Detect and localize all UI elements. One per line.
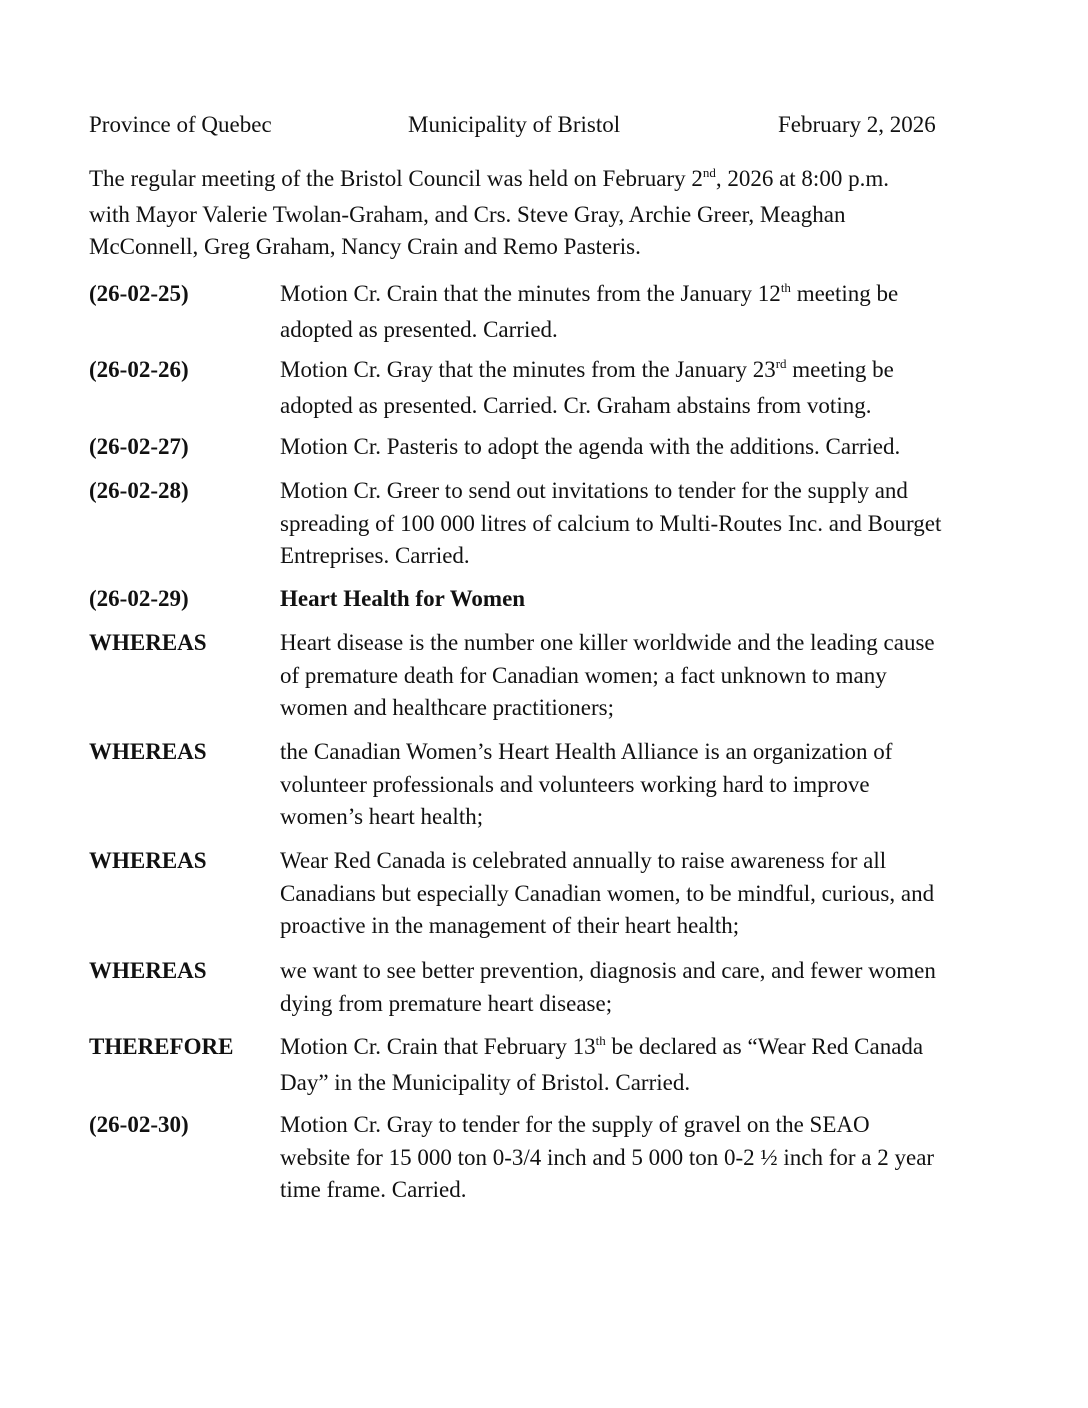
text-run: Motion Cr. Crain that the minutes from the January 12 <box>280 281 781 306</box>
resolution-number: (26-02-30) <box>89 1112 189 1137</box>
text-line: women’s heart health; <box>280 804 484 829</box>
text-line: proactive in the management of their heart health; <box>280 913 740 938</box>
ordinal-suffix: rd <box>775 356 787 371</box>
text-line: Wear Red Canada is celebrated annually to raise awareness for all <box>280 848 887 873</box>
text-line: the Canadian Women’s Heart Health Alliance is an organization of <box>280 739 893 764</box>
text-line: Day” in the Municipality of Bristol. Carried. <box>280 1069 691 1095</box>
clause-text <box>280 845 1020 943</box>
text-line <box>280 278 1020 314</box>
text-line: Motion Cr. Gray to tender for the supply of gravel on the SEAO <box>280 1112 870 1137</box>
resolution-title-block <box>280 583 1020 616</box>
text-run: meeting be <box>786 357 894 382</box>
text-run: be declared as “Wear Red Canada <box>605 1034 924 1059</box>
text-line: Entreprises. Carried. <box>280 543 470 568</box>
resolution-number: (26-02-29) <box>89 586 189 611</box>
clause-text <box>280 955 1020 1020</box>
text-run: meeting be <box>790 281 899 306</box>
text-line: women and healthcare practitioners; <box>280 695 614 720</box>
text-line: dying from premature heart disease; <box>280 990 613 1016</box>
ordinal-suffix: th <box>595 1033 606 1048</box>
text-line: volunteer professionals and volunteers working hard to improve <box>280 771 870 797</box>
text-line: time frame. Carried. <box>280 1177 467 1202</box>
intro-line: McConnell, Greg Graham, Nancy Crain and Remo Pasteris. <box>89 234 641 259</box>
ordinal-suffix: th <box>780 280 791 295</box>
province-label: Province of Quebec <box>89 112 272 137</box>
text-line: adopted as presented. Carried. <box>280 316 558 342</box>
resolution-text <box>280 278 1020 346</box>
text-line <box>280 1031 1020 1067</box>
text-line: Heart disease is the number one killer worldwide and the leading cause <box>280 630 935 655</box>
text-line: of premature death for Canadian women; a fact unknown to many <box>280 662 887 688</box>
text-line: Motion Cr. Greer to send out invitations to tender for the supply and <box>280 478 908 503</box>
clause-label: WHEREAS <box>89 630 207 655</box>
resolution-number: (26-02-25) <box>89 281 189 306</box>
clause-label: THEREFORE <box>89 1034 234 1059</box>
text-line: Motion Cr. Pasteris to adopt the agenda with the additions. Carried. <box>280 434 901 459</box>
resolution-text <box>280 475 1020 573</box>
resolution-number: (26-02-28) <box>89 478 189 503</box>
intro-line <box>89 163 1009 199</box>
text-line: we want to see better prevention, diagnosis and care, and fewer women <box>280 958 936 983</box>
resolution-text <box>280 354 1020 422</box>
clause-label: WHEREAS <box>89 958 207 983</box>
resolution-number: (26-02-26) <box>89 357 189 382</box>
intro-paragraph <box>89 163 1009 264</box>
text-line: adopted as presented. Carried. Cr. Graham abstains from voting. <box>280 392 872 418</box>
municipality-label: Municipality of Bristol <box>408 112 621 137</box>
resolution-number: (26-02-27) <box>89 434 189 459</box>
meeting-date: February 2, 2026 <box>778 112 936 137</box>
text-run: The regular meeting of the Bristol Council was held on February 2 <box>89 166 703 191</box>
document-header <box>89 112 959 142</box>
ordinal-suffix: nd <box>702 165 716 180</box>
clause-text <box>280 736 1020 834</box>
resolution-text <box>280 1109 1020 1207</box>
text-line: spreading of 100 000 litres of calcium to Multi-Routes Inc. and Bourget <box>280 510 942 536</box>
text-line: Canadians but especially Canadian women, to be mindful, curious, and <box>280 880 935 906</box>
intro-line: with Mayor Valerie Twolan-Graham, and Crs. Steve Gray, Archie Greer, Meaghan <box>89 201 846 227</box>
clause-text <box>280 1031 1020 1099</box>
text-run: Motion Cr. Gray that the minutes from the January 23 <box>280 357 776 382</box>
clause-label: WHEREAS <box>89 848 207 873</box>
resolution-title: Heart Health for Women <box>280 586 526 611</box>
text-line: website for 15 000 ton 0-3/4 inch and 5 000 ton 0-2 ½ inch for a 2 year <box>280 1144 935 1170</box>
text-line <box>280 354 1020 390</box>
clause-label: WHEREAS <box>89 739 207 764</box>
clause-text <box>280 627 1020 725</box>
resolution-text <box>280 431 1020 464</box>
text-run: Motion Cr. Crain that February 13 <box>280 1034 596 1059</box>
text-run: , 2026 at 8:00 p.m. <box>715 166 889 191</box>
